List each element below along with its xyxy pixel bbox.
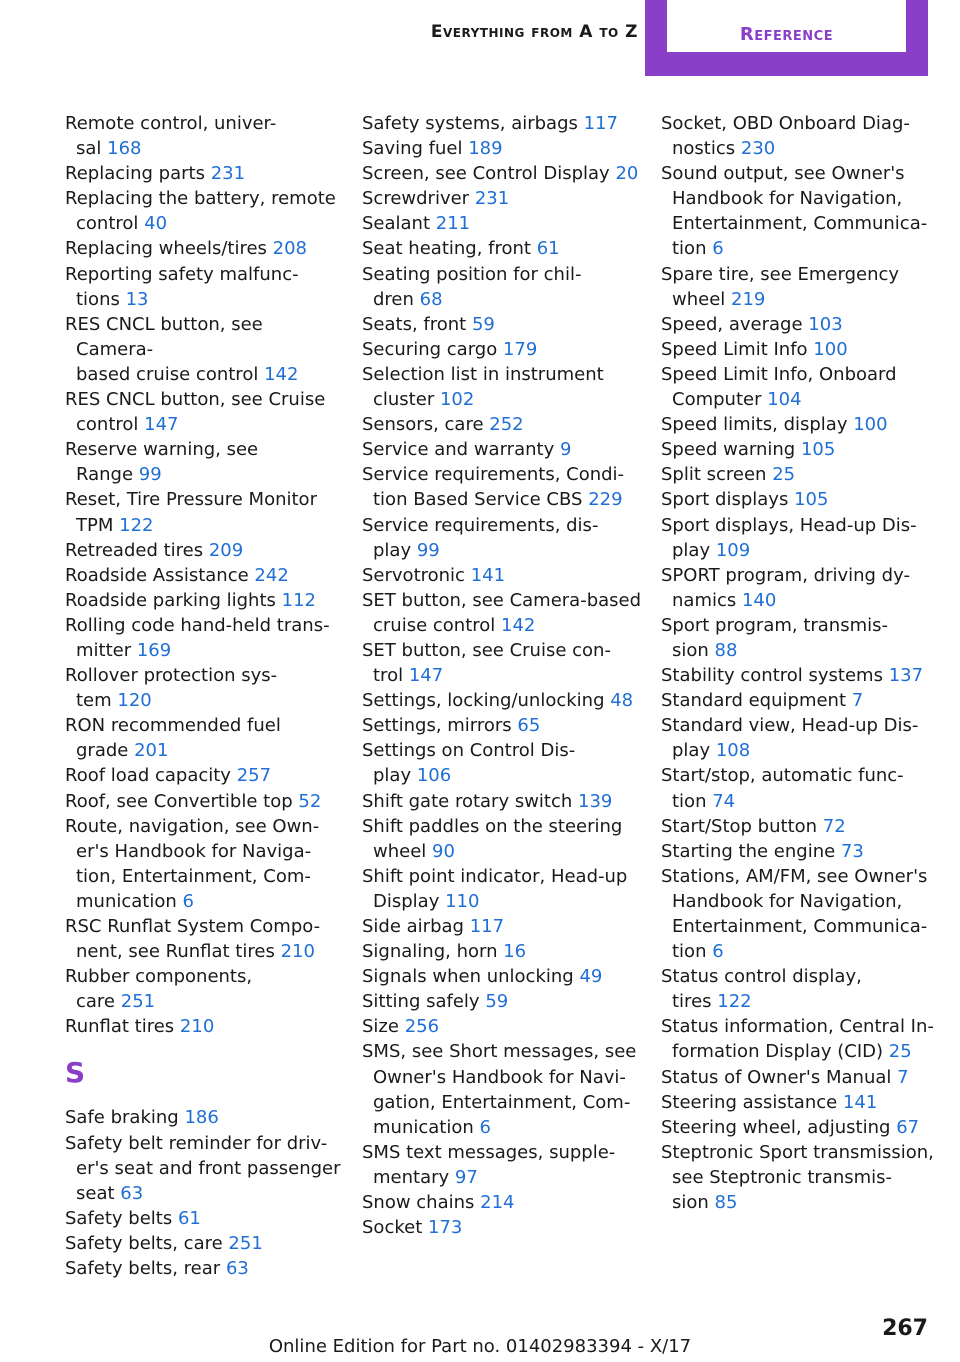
index-page-link[interactable]: 142	[264, 363, 299, 385]
index-entry-text: Servotronic	[362, 564, 465, 586]
index-entry	[362, 1014, 642, 1039]
index-entry-text: Settings on Control Dis- play	[362, 740, 576, 787]
index-page-link[interactable]: 100	[853, 414, 888, 436]
index-entry-text: Sport program, transmis- sion	[661, 614, 889, 661]
index-entry-text: Speed Limit Info, Onboard Computer	[661, 363, 897, 411]
index-entry-text: Start/stop, automatic func- tion	[661, 765, 904, 812]
index-entry	[362, 864, 642, 914]
index-page-link[interactable]: 103	[808, 313, 843, 335]
index-entry-text: Seating position for chil- dren	[362, 263, 582, 310]
index-entry	[661, 814, 941, 839]
index-page-link[interactable]: 168	[107, 138, 142, 160]
index-entry-text: Starting the engine	[661, 840, 836, 862]
index-entry	[362, 688, 642, 713]
index-entry	[362, 161, 642, 186]
index-entry	[65, 1231, 345, 1256]
index-entry-text: Reporting safety malfunc- tions	[65, 263, 299, 310]
index-page-link[interactable]: 6	[712, 941, 724, 963]
index-entry-text: Rubber components, care	[65, 966, 253, 1013]
index-entry-text: RES CNCL button, see Camera- based cruise control	[65, 313, 263, 385]
index-entry	[65, 487, 345, 537]
index-entry-text: Split screen	[661, 464, 767, 486]
index-entry	[661, 1065, 941, 1090]
index-page-link[interactable]: 112	[281, 589, 316, 611]
index-entry	[362, 462, 642, 512]
index-entry-text: Speed, average	[661, 313, 803, 335]
index-page-link[interactable]: 88	[714, 639, 738, 661]
index-entry	[661, 688, 941, 713]
index-entry	[362, 312, 642, 337]
index-page-link[interactable]: 61	[177, 1207, 201, 1229]
index-entry	[362, 1190, 642, 1215]
index-entry-text: Roadside parking lights	[65, 589, 276, 611]
index-entry-text: Stability control systems	[661, 665, 883, 687]
index-entry-text: Roof, see Convertible top	[65, 790, 293, 812]
index-column-2	[362, 111, 642, 1240]
index-entry	[362, 814, 642, 864]
index-entry-text: Replacing wheels/tires	[65, 238, 267, 260]
index-page-link[interactable]: 256	[404, 1016, 440, 1038]
index-entry	[362, 211, 642, 236]
index-page-link[interactable]: 52	[298, 790, 322, 812]
index-column-3	[661, 111, 941, 1215]
index-page-link[interactable]: 104	[767, 389, 802, 411]
index-entry	[362, 136, 642, 161]
section-title: Everything from A to Z	[430, 22, 638, 42]
index-page-link[interactable]: 251	[228, 1232, 263, 1254]
index-entry	[362, 236, 642, 261]
index-entry-text: Sport displays, Head-up Dis- play	[661, 514, 917, 561]
index-entry-text: SMS, see Short messages, see Owner's Handbook for Navi- gation, Entertainment, Com- munication	[362, 1041, 637, 1138]
index-page-link[interactable]: 100	[813, 338, 848, 360]
index-entry-text: Sound output, see Owner's Handbook for Navigation, Entertainment, Communica- tion	[661, 163, 928, 260]
index-page-link[interactable]: 257	[236, 765, 272, 787]
index-entry-text: Roadside Assistance	[65, 564, 249, 586]
index-entry-text: Runflat tires	[65, 1016, 175, 1038]
index-entry-text: Side airbag	[362, 916, 464, 937]
index-page-link[interactable]: 20	[615, 163, 639, 185]
index-entry-text: Sensors, care	[362, 414, 484, 436]
index-page-link[interactable]: 73	[840, 840, 864, 862]
index-entry-text: Safety belt reminder for driv- er's seat and front passenger seat	[65, 1132, 341, 1204]
index-entry	[661, 713, 941, 763]
index-page-link[interactable]: 40	[144, 213, 168, 235]
index-entry	[362, 789, 642, 814]
index-entry	[65, 1206, 345, 1231]
index-entry	[65, 186, 345, 236]
index-entry-text: Signals when unlocking	[362, 966, 574, 988]
index-page-link[interactable]: 16	[503, 941, 527, 963]
index-entry-text: Safety belts, rear	[65, 1258, 221, 1280]
index-entry-text: Service and warranty	[362, 439, 555, 461]
index-entry-text: Seats, front	[362, 313, 467, 335]
index-page-link[interactable]: 229	[588, 489, 623, 511]
index-entry	[661, 337, 941, 362]
index-page-link[interactable]: 186	[184, 1107, 219, 1129]
index-entry	[362, 513, 642, 563]
index-page-link[interactable]: 147	[408, 665, 444, 687]
index-entry-text: Safety systems, airbags	[362, 113, 578, 134]
index-page-link[interactable]: 109	[715, 539, 751, 561]
index-entry-text: Rollover protection sys- tem	[65, 665, 278, 712]
index-entry-text: Steering wheel, adjusting	[661, 1116, 891, 1138]
index-entry	[362, 437, 642, 462]
index-page-link[interactable]: 48	[610, 690, 634, 712]
footer-edition: Online Edition for Part no. 01402983394 - X/17	[268, 1336, 692, 1357]
index-entry-text: Steptronic Sport transmission, see Steptronic transmis- sion	[661, 1141, 934, 1214]
index-entry-text: Selection list in instrument cluster	[362, 363, 604, 411]
index-entry-text: RON recommended fuel grade	[65, 715, 281, 762]
index-entry	[362, 1215, 642, 1240]
index-entry	[65, 613, 345, 663]
index-entry	[362, 713, 642, 738]
index-page-link[interactable]: 25	[888, 1041, 912, 1063]
index-entry-text: Shift paddles on the steering wheel	[362, 815, 623, 862]
index-page-link[interactable]: 49	[579, 966, 603, 988]
index-entry	[65, 563, 345, 588]
index-page-link[interactable]: 219	[731, 288, 766, 310]
index-entry-text: Route, navigation, see Own- er's Handbook for Naviga- tion, Entertainment, Com- munication	[65, 815, 320, 912]
index-page-link[interactable]: 209	[208, 539, 244, 561]
index-entry-text: Standard equipment	[661, 690, 847, 712]
index-entry	[362, 939, 642, 964]
index-entry-text: RES CNCL button, see Cruise control	[65, 389, 326, 436]
index-entry-text: Remote control, univer- sal	[65, 113, 277, 160]
index-entry	[362, 362, 642, 412]
index-page-link[interactable]: 13	[125, 288, 149, 310]
index-entry-text: Socket	[362, 1217, 423, 1239]
index-page-link[interactable]: 59	[471, 313, 495, 335]
index-letter-heading: S	[65, 1056, 86, 1090]
index-column-1	[65, 111, 345, 1281]
index-entry	[65, 1014, 345, 1039]
index-entry-text: Safety belts	[65, 1207, 173, 1229]
index-page-link[interactable]: 230	[740, 138, 776, 160]
index-entry	[65, 713, 345, 763]
index-entry	[362, 964, 642, 989]
index-page-link[interactable]: 63	[225, 1258, 249, 1280]
index-page-link[interactable]: 117	[469, 916, 505, 937]
index-page-link[interactable]: 210	[280, 941, 315, 963]
index-entry-text: Safe braking	[65, 1107, 179, 1129]
index-entry-text: Signaling, horn	[362, 941, 498, 963]
index-entry	[362, 738, 642, 788]
index-entry	[362, 638, 642, 688]
index-page-link[interactable]: 141	[470, 564, 506, 586]
index-page-link[interactable]: 7	[851, 690, 864, 712]
index-entry	[661, 161, 941, 261]
index-page-link[interactable]: 189	[468, 138, 503, 160]
index-page-link[interactable]: 117	[583, 113, 618, 134]
index-entry-text: Sealant	[362, 213, 431, 235]
index-entry-text: Sitting safely	[362, 991, 480, 1013]
index-entry-text: Status control display, tires	[661, 966, 862, 1013]
index-entry	[65, 387, 345, 437]
index-page-link[interactable]: 6	[712, 238, 724, 260]
index-entry	[661, 1140, 941, 1215]
index-page-link[interactable]: 61	[536, 238, 560, 260]
index-entry	[661, 613, 941, 663]
index-entry	[661, 437, 941, 462]
index-page-link[interactable]: 169	[136, 639, 172, 661]
index-entry	[661, 312, 941, 337]
index-entry-text: Steering assistance	[661, 1091, 838, 1113]
index-page-link[interactable]: 85	[714, 1192, 738, 1214]
index-page-link[interactable]: 140	[741, 589, 777, 611]
index-entry	[362, 914, 642, 939]
index-entry	[65, 236, 345, 261]
index-entry-text: Speed Limit Info	[661, 338, 808, 360]
index-entry-text: Screen, see Control Display	[362, 163, 610, 185]
index-entry	[661, 563, 941, 613]
index-entry	[661, 262, 941, 312]
index-entry	[362, 337, 642, 362]
index-entry-text: SET button, see Camera-based cruise control	[362, 589, 642, 636]
index-entry-text: Settings, mirrors	[362, 715, 512, 737]
index-entry-text: Screwdriver	[362, 188, 470, 210]
index-page-link[interactable]: 214	[480, 1192, 515, 1214]
index-entry	[661, 513, 941, 563]
index-page-link[interactable]: 25	[772, 464, 796, 486]
index-entry-text: Sport displays	[661, 489, 789, 511]
page-number: 267	[882, 1316, 928, 1341]
index-entry	[362, 989, 642, 1014]
index-entry	[661, 111, 941, 161]
index-entry-text: Safety belts, care	[65, 1232, 223, 1254]
chapter-tab-label: Reference	[667, 0, 906, 52]
index-page-link[interactable]: 242	[254, 564, 289, 586]
index-entry	[65, 663, 345, 713]
index-entry-text: Rolling code hand-held trans- mitter	[65, 614, 330, 661]
index-page-link[interactable]: 137	[888, 665, 924, 687]
index-page-link[interactable]: 251	[120, 991, 156, 1013]
index-page-link[interactable]: 68	[419, 288, 443, 310]
index-entry-text: Retreaded tires	[65, 539, 204, 561]
index-entry-text: Roof load capacity	[65, 765, 231, 787]
index-entry	[362, 1039, 642, 1139]
index-entry	[661, 1090, 941, 1115]
index-entry	[65, 1256, 345, 1281]
index-entry-text: SPORT program, driving dy- namics	[661, 564, 910, 611]
index-page-link[interactable]: 139	[578, 790, 613, 812]
index-entry	[362, 111, 642, 136]
index-page-link[interactable]: 122	[717, 991, 752, 1013]
index-page-link[interactable]: 211	[435, 213, 471, 235]
index-page-link[interactable]: 147	[144, 414, 179, 436]
index-entry	[661, 864, 941, 964]
index-entry-text: Speed limits, display	[661, 414, 848, 436]
index-entry	[661, 462, 941, 487]
index-entry	[661, 663, 941, 688]
index-entry	[65, 312, 345, 387]
chapter-tab	[645, 0, 928, 76]
index-page-link[interactable]: 65	[517, 715, 541, 737]
index-entry-text: SET button, see Cruise con- trol	[362, 639, 611, 687]
index-page-link[interactable]: 106	[416, 765, 452, 787]
index-page-link[interactable]: 6	[182, 890, 194, 912]
index-page-link[interactable]: 141	[842, 1091, 878, 1113]
index-entry	[661, 763, 941, 813]
index-page-link[interactable]: 173	[427, 1217, 463, 1239]
index-page-link[interactable]: 142	[501, 614, 536, 636]
index-page-link[interactable]: 102	[439, 389, 475, 411]
index-entry-text: Shift point indicator, Head-up Display	[362, 865, 628, 912]
index-entry	[65, 964, 345, 1014]
index-page-link[interactable]: 208	[272, 238, 308, 260]
index-page-link[interactable]: 252	[489, 414, 524, 436]
index-entry-text: Shift gate rotary switch	[362, 790, 573, 812]
index-entry-text: Settings, locking/unlocking	[362, 690, 605, 712]
index-entry	[65, 914, 345, 964]
index-entry	[362, 563, 642, 588]
index-entry-text: Replacing parts	[65, 163, 205, 185]
index-entry	[65, 538, 345, 563]
index-entry	[65, 111, 345, 161]
index-entry-text: Saving fuel	[362, 138, 463, 160]
index-entry-text: Snow chains	[362, 1192, 475, 1214]
index-entry	[65, 262, 345, 312]
index-page-link[interactable]: 67	[896, 1116, 920, 1138]
index-page-link[interactable]: 74	[712, 790, 736, 812]
index-entry	[65, 1105, 345, 1130]
index-page-link[interactable]: 179	[502, 338, 538, 360]
index-page-link[interactable]: 90	[432, 840, 455, 862]
index-page-link[interactable]: 231	[474, 188, 510, 210]
index-entry-text: Start/Stop button	[661, 815, 818, 837]
index-page-link[interactable]: 108	[715, 740, 751, 762]
index-entry-text: Speed warning	[661, 439, 796, 461]
index-entry	[362, 262, 642, 312]
index-page-link[interactable]: 210	[179, 1016, 215, 1038]
index-entry-text: Spare tire, see Emergency wheel	[661, 263, 900, 310]
index-entry-text: Status of Owner's Manual	[661, 1066, 892, 1088]
index-entry	[65, 588, 345, 613]
index-entry	[661, 1014, 941, 1064]
index-entry-text: Reserve warning, see Range	[65, 439, 259, 486]
index-entry-text: Seat heating, front	[362, 238, 531, 260]
index-entry-text: Service requirements, Condi- tion Based Service CBS	[362, 464, 625, 511]
index-entry	[65, 437, 345, 487]
index-entry	[661, 1115, 941, 1140]
index-entry-text: Socket, OBD Onboard Diag- nostics	[661, 113, 910, 160]
index-entry	[661, 487, 941, 512]
index-page-link[interactable]: 120	[117, 690, 152, 712]
index-entry-text: Replacing the battery, remote control	[65, 188, 336, 235]
index-entry-text: SMS text messages, supple- mentary	[362, 1141, 616, 1188]
index-entry	[65, 763, 345, 788]
index-page-link[interactable]: 63	[120, 1182, 144, 1204]
index-page-link[interactable]: 7	[897, 1066, 909, 1088]
index-page-link[interactable]: 99	[138, 464, 162, 486]
index-page-link[interactable]: 72	[822, 815, 846, 837]
index-entry	[65, 789, 345, 814]
index-page-link[interactable]: 6	[479, 1116, 491, 1138]
index-entry	[65, 814, 345, 914]
index-page-link[interactable]: 231	[210, 163, 246, 185]
index-entry-text: Securing cargo	[362, 338, 498, 360]
index-page-link[interactable]: 122	[119, 514, 154, 536]
index-page-link[interactable]: 97	[454, 1166, 478, 1188]
index-entry-text: Reset, Tire Pressure Monitor TPM	[65, 489, 317, 536]
index-entry	[661, 839, 941, 864]
index-entry	[661, 362, 941, 412]
index-entry	[65, 1131, 345, 1206]
index-entry	[661, 964, 941, 1014]
index-entry-text: Stations, AM/FM, see Owner's Handbook for Navigation, Entertainment, Communica- tion	[661, 865, 928, 963]
index-page-link[interactable]: 9	[559, 439, 572, 461]
index-page-link[interactable]: 59	[485, 991, 509, 1013]
index-entry	[362, 186, 642, 211]
index-entry	[362, 1140, 642, 1190]
index-entry-text: Status information, Central In- formation Display (CID)	[661, 1016, 934, 1063]
index-entry	[661, 412, 941, 437]
index-entry-text: Size	[362, 1016, 399, 1038]
index-entry-text: Service requirements, dis- play	[362, 514, 599, 561]
index-page-link[interactable]: 110	[445, 890, 480, 912]
index-page-link[interactable]: 99	[416, 539, 440, 561]
index-page-link[interactable]: 201	[134, 740, 169, 762]
index-page-link[interactable]: 105	[794, 489, 829, 511]
index-entry-text: Standard view, Head-up Dis- play	[661, 715, 919, 762]
index-page-link[interactable]: 105	[800, 439, 836, 461]
index-entry	[65, 161, 345, 186]
index-entry	[362, 412, 642, 437]
index-entry	[362, 588, 642, 638]
index-entry-text: RSC Runflat System Compo- nent, see Runflat tires	[65, 916, 321, 963]
